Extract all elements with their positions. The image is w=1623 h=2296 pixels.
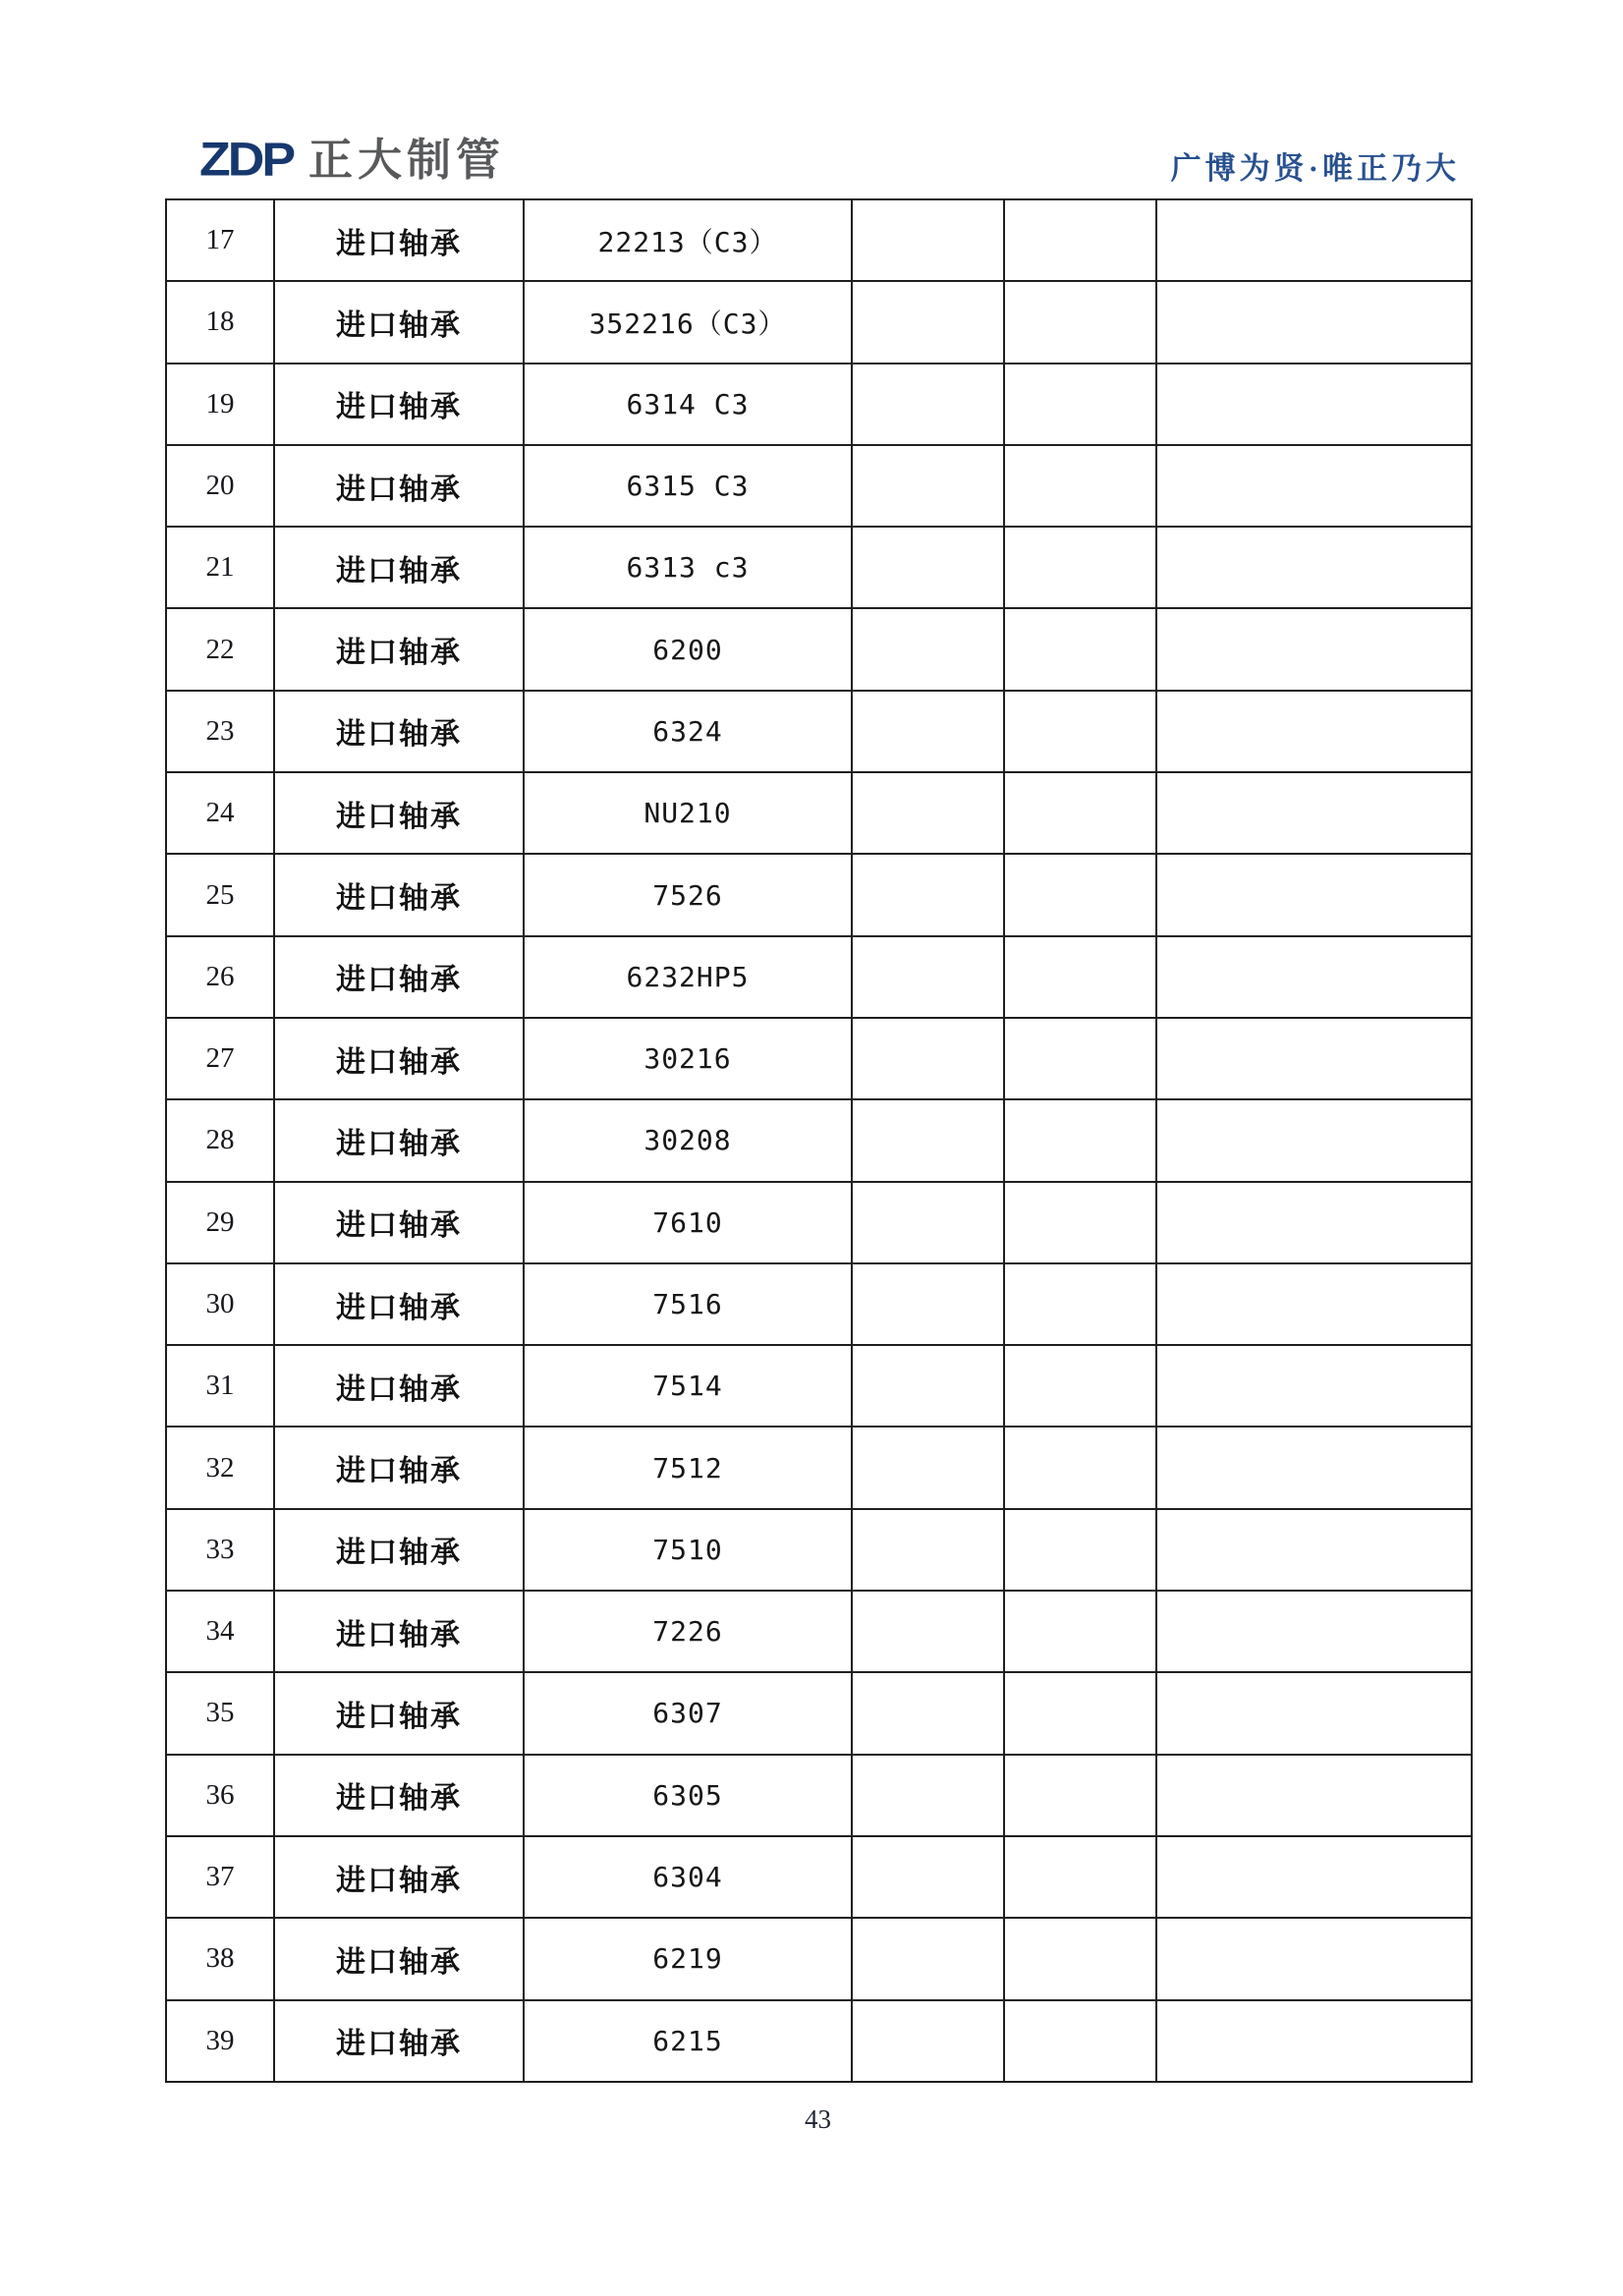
- zdp-logo: [199, 136, 505, 185]
- model-cell: 7510: [524, 1509, 852, 1591]
- empty-cell: [1156, 281, 1472, 363]
- empty-cell: [852, 608, 1004, 690]
- empty-cell: [1004, 199, 1156, 281]
- empty-cell: [1156, 2000, 1472, 2082]
- category-cell: 进口轴承: [274, 1755, 524, 1836]
- model-cell: 6315 C3: [524, 445, 852, 527]
- model-cell: 7526: [524, 854, 852, 935]
- empty-cell: [852, 1509, 1004, 1591]
- row-number-cell: 29: [166, 1182, 274, 1263]
- table-row: [166, 281, 1472, 363]
- category-cell: 进口轴承: [274, 1263, 524, 1345]
- category-cell: 进口轴承: [274, 854, 524, 935]
- empty-cell: [1156, 1345, 1472, 1427]
- page-number: 43: [805, 2104, 831, 2134]
- empty-cell: [1004, 1591, 1156, 1672]
- table-row: [166, 608, 1472, 690]
- model-cell: 6307: [524, 1672, 852, 1754]
- empty-cell: [852, 364, 1004, 445]
- table-row: [166, 772, 1472, 854]
- row-number-cell: 19: [166, 364, 274, 445]
- empty-cell: [1156, 1182, 1472, 1263]
- empty-cell: [852, 1591, 1004, 1672]
- table-row: [166, 691, 1472, 772]
- table-row: [166, 527, 1472, 608]
- empty-cell: [852, 1672, 1004, 1754]
- table-row: [166, 1836, 1472, 1918]
- category-cell: 进口轴承: [274, 691, 524, 772]
- zdp-logo-abbr: ZDP: [199, 134, 293, 187]
- row-number-cell: 17: [166, 199, 274, 281]
- category-cell: 进口轴承: [274, 1099, 524, 1181]
- model-cell: 6215: [524, 2000, 852, 2082]
- model-cell: 22213（C3）: [524, 199, 852, 281]
- parts-table-body: [166, 199, 1472, 2082]
- model-cell: 6313 c3: [524, 527, 852, 608]
- model-cell: 6305: [524, 1755, 852, 1836]
- table-row: [166, 1591, 1472, 1672]
- category-cell: 进口轴承: [274, 527, 524, 608]
- empty-cell: [1004, 1263, 1156, 1345]
- row-number-cell: 35: [166, 1672, 274, 1754]
- category-cell: 进口轴承: [274, 281, 524, 363]
- category-cell: 进口轴承: [274, 1345, 524, 1427]
- empty-cell: [1004, 608, 1156, 690]
- empty-cell: [852, 2000, 1004, 2082]
- table-row: [166, 1755, 1472, 1836]
- empty-cell: [1156, 772, 1472, 854]
- empty-cell: [1004, 445, 1156, 527]
- empty-cell: [1004, 2000, 1156, 2082]
- empty-cell: [852, 1755, 1004, 1836]
- empty-cell: [1156, 936, 1472, 1018]
- category-cell: 进口轴承: [274, 1182, 524, 1263]
- empty-cell: [852, 1345, 1004, 1427]
- empty-cell: [852, 1099, 1004, 1181]
- empty-cell: [852, 1018, 1004, 1099]
- table-row: [166, 936, 1472, 1018]
- empty-cell: [1156, 1836, 1472, 1918]
- empty-cell: [1156, 199, 1472, 281]
- table-row: [166, 854, 1472, 935]
- empty-cell: [1156, 691, 1472, 772]
- category-cell: 进口轴承: [274, 2000, 524, 2082]
- model-cell: 352216（C3）: [524, 281, 852, 363]
- table-row: [166, 2000, 1472, 2082]
- category-cell: 进口轴承: [274, 199, 524, 281]
- table-row: [166, 1918, 1472, 1999]
- model-cell: 7516: [524, 1263, 852, 1345]
- empty-cell: [1156, 1591, 1472, 1672]
- empty-cell: [852, 1263, 1004, 1345]
- empty-cell: [1156, 364, 1472, 445]
- category-cell: 进口轴承: [274, 1018, 524, 1099]
- empty-cell: [1004, 527, 1156, 608]
- model-cell: 6324: [524, 691, 852, 772]
- model-cell: 7512: [524, 1427, 852, 1508]
- empty-cell: [1004, 1755, 1156, 1836]
- row-number-cell: 36: [166, 1755, 274, 1836]
- empty-cell: [1004, 281, 1156, 363]
- empty-cell: [1156, 527, 1472, 608]
- empty-cell: [1156, 608, 1472, 690]
- category-cell: 进口轴承: [274, 1918, 524, 1999]
- empty-cell: [852, 527, 1004, 608]
- row-number-cell: 21: [166, 527, 274, 608]
- table-row: [166, 1018, 1472, 1099]
- table-row: [166, 1099, 1472, 1181]
- row-number-cell: 27: [166, 1018, 274, 1099]
- row-number-cell: 22: [166, 608, 274, 690]
- table-row: [166, 1263, 1472, 1345]
- category-cell: 进口轴承: [274, 936, 524, 1018]
- model-cell: 7226: [524, 1591, 852, 1672]
- row-number-cell: 33: [166, 1509, 274, 1591]
- empty-cell: [1156, 445, 1472, 527]
- empty-cell: [1004, 1099, 1156, 1181]
- model-cell: 7610: [524, 1182, 852, 1263]
- model-cell: 6232HP5: [524, 936, 852, 1018]
- empty-cell: [1004, 691, 1156, 772]
- empty-cell: [1156, 1018, 1472, 1099]
- empty-cell: [1156, 854, 1472, 935]
- model-cell: 30208: [524, 1099, 852, 1181]
- empty-cell: [852, 691, 1004, 772]
- empty-cell: [1004, 1918, 1156, 1999]
- category-cell: 进口轴承: [274, 1672, 524, 1754]
- zdp-logo-company-name: 正大制管: [308, 135, 506, 185]
- model-cell: 30216: [524, 1018, 852, 1099]
- empty-cell: [1004, 854, 1156, 935]
- empty-cell: [1004, 1018, 1156, 1099]
- category-cell: 进口轴承: [274, 772, 524, 854]
- row-number-cell: 30: [166, 1263, 274, 1345]
- empty-cell: [1004, 1672, 1156, 1754]
- empty-cell: [1156, 1918, 1472, 1999]
- row-number-cell: 18: [166, 281, 274, 363]
- empty-cell: [1156, 1672, 1472, 1754]
- empty-cell: [852, 772, 1004, 854]
- empty-cell: [1156, 1099, 1472, 1181]
- row-number-cell: 23: [166, 691, 274, 772]
- empty-cell: [1156, 1427, 1472, 1508]
- row-number-cell: 32: [166, 1427, 274, 1508]
- model-cell: 6304: [524, 1836, 852, 1918]
- table-row: [166, 445, 1472, 527]
- empty-cell: [1004, 364, 1156, 445]
- empty-cell: [1004, 1836, 1156, 1918]
- row-number-cell: 25: [166, 854, 274, 935]
- empty-cell: [1004, 772, 1156, 854]
- row-number-cell: 24: [166, 772, 274, 854]
- empty-cell: [1004, 1182, 1156, 1263]
- row-number-cell: 31: [166, 1345, 274, 1427]
- empty-cell: [852, 445, 1004, 527]
- model-cell: 6200: [524, 608, 852, 690]
- table-row: [166, 199, 1472, 281]
- empty-cell: [852, 1836, 1004, 1918]
- category-cell: 进口轴承: [274, 608, 524, 690]
- table-row: [166, 364, 1472, 445]
- empty-cell: [852, 1427, 1004, 1508]
- category-cell: 进口轴承: [274, 1427, 524, 1508]
- category-cell: 进口轴承: [274, 1509, 524, 1591]
- row-number-cell: 20: [166, 445, 274, 527]
- model-cell: 7514: [524, 1345, 852, 1427]
- empty-cell: [1004, 936, 1156, 1018]
- category-cell: 进口轴承: [274, 364, 524, 445]
- row-number-cell: 37: [166, 1836, 274, 1918]
- empty-cell: [852, 1182, 1004, 1263]
- category-cell: 进口轴承: [274, 445, 524, 527]
- empty-cell: [1156, 1509, 1472, 1591]
- empty-cell: [1004, 1509, 1156, 1591]
- row-number-cell: 34: [166, 1591, 274, 1672]
- empty-cell: [1156, 1755, 1472, 1836]
- table-row: [166, 1509, 1472, 1591]
- empty-cell: [852, 281, 1004, 363]
- table-row: [166, 1427, 1472, 1508]
- category-cell: 进口轴承: [274, 1591, 524, 1672]
- empty-cell: [1004, 1345, 1156, 1427]
- category-cell: 进口轴承: [274, 1836, 524, 1918]
- empty-cell: [1156, 1263, 1472, 1345]
- model-cell: 6219: [524, 1918, 852, 1999]
- empty-cell: [852, 1918, 1004, 1999]
- model-cell: 6314 C3: [524, 364, 852, 445]
- empty-cell: [852, 936, 1004, 1018]
- row-number-cell: 26: [166, 936, 274, 1018]
- empty-cell: [852, 199, 1004, 281]
- row-number-cell: 38: [166, 1918, 274, 1999]
- table-row: [166, 1345, 1472, 1427]
- table-row: [166, 1672, 1472, 1754]
- row-number-cell: 28: [166, 1099, 274, 1181]
- empty-cell: [852, 854, 1004, 935]
- empty-cell: [1004, 1427, 1156, 1508]
- row-number-cell: 39: [166, 2000, 274, 2082]
- model-cell: NU210: [524, 772, 852, 854]
- bearing-parts-table: [165, 198, 1473, 2083]
- table-row: [166, 1182, 1472, 1263]
- company-slogan: 广博为贤·唯正乃大: [1170, 151, 1460, 186]
